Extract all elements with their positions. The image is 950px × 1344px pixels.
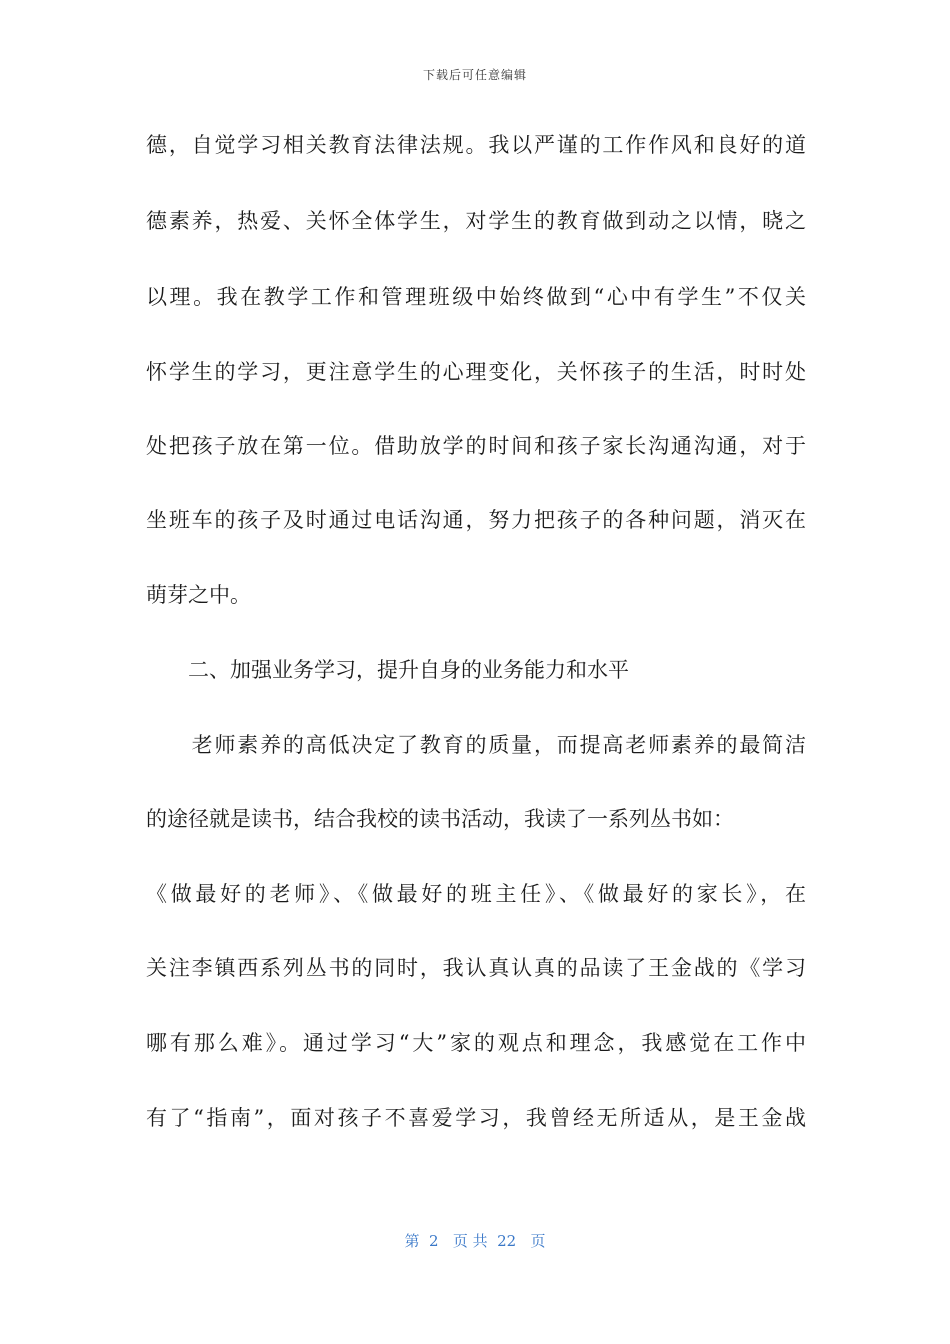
page-header: 下载后可任意编辑 [422, 68, 527, 82]
body-text-line: 《做最好的老师》、《做最好的班主任》、《做最好的家长》，在 [146, 882, 806, 906]
body-text-line: 德素养，热爱、关怀全体学生，对学生的教育做到动之以情，晓之 [146, 209, 806, 233]
body-text-line: 的途径就是读书，结合我校的读书活动，我读了一系列丛书如： [146, 807, 734, 831]
page-footer: 第 2 页 共 22 页 [404, 1232, 546, 1250]
body-text-line: 关注李镇西系列丛书的同时，我认真认真的品读了王金战的《学习 [146, 956, 806, 980]
body-text-line: 坐班车的孩子及时通过电话沟通，努力把孩子的各种问题，消灭在 [146, 508, 806, 532]
body-text-line: 处把孩子放在第一位。借助放学的时间和孩子家长沟通沟通，对于 [146, 434, 806, 458]
body-text-line: 怀学生的学习，更注意学生的心理变化，关怀孩子的生活，时时处 [146, 360, 806, 384]
body-text-line: 德，自觉学习相关教育法律法规。我以严谨的工作作风和良好的道 [146, 133, 806, 157]
body-text-line: 以理。我在教学工作和管理班级中始终做到“心中有学生”不仅关 [146, 285, 806, 309]
body-text-line: 哪有那么难》。通过学习“大”家的观点和理念，我感觉在工作中 [146, 1031, 806, 1055]
body-text-line: 萌芽之中。 [146, 583, 251, 607]
body-text-line: 老师素养的高低决定了教育的质量，而提高老师素养的最简洁 [146, 733, 806, 757]
section-heading: 二、加强业务学习，提升自身的业务能力和水平 [146, 658, 629, 682]
body-text-line: 有了“指南”，面对孩子不喜爱学习，我曾经无所适从，是王金战 [146, 1106, 806, 1130]
